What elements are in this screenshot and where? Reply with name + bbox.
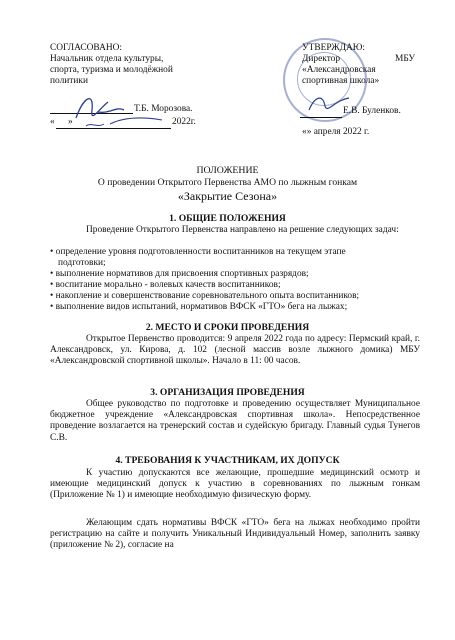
approval-left-year: 2022г. — [172, 117, 196, 127]
section-2-heading: 2. МЕСТО И СРОКИ ПРОВЕДЕНИЯ — [145, 322, 310, 333]
handwritten-signature — [305, 90, 355, 118]
section-4-heading: 4. ТРЕБОВАНИЯ К УЧАСТНИКАМ, ИХ ДОПУСК — [115, 455, 340, 466]
approval-right-line: спортивная школа» — [302, 76, 380, 86]
approval-right-date: «» апреля 2022 г. — [302, 127, 370, 137]
list-item: • выполнение видов испытаний, нормативов ВФСК «ГТО» бега на лыжах; — [50, 302, 348, 312]
date-close-quote: » — [68, 117, 73, 127]
section-1-intro: Проведение Открытого Первенства направлено на решение следующих задач: — [86, 225, 399, 235]
date-open-quote: « — [50, 117, 55, 127]
approval-right-line: Директор — [302, 54, 341, 64]
document-title: ПОЛОЖЕНИЕ — [196, 165, 259, 176]
list-item: • воспитание морально - волевых качеств воспитанников; — [50, 280, 281, 290]
approval-left-line: спорта, туризма и молодёжной — [50, 65, 173, 75]
approval-left-signer: Т.Б. Морозова. — [134, 104, 193, 114]
list-item: • определение уровня подготовленности воспитанников на текущем этапе — [50, 247, 346, 257]
document-subtitle: О проведении Открытого Первенства АМО по лыжным гонкам — [97, 177, 358, 188]
list-item: • выполнение нормативов для присвоения спортивных разрядов; — [50, 269, 309, 279]
section-1-heading: 1. ОБЩИЕ ПОЛОЖЕНИЯ — [169, 213, 286, 224]
approval-right-line: «Александровская — [302, 65, 376, 75]
section-2-text: Открытое Первенство проводится: 9 апреля 2022 года по адресу: Пермский край, г. Александровск, ул. Кирова, д. 102 (лесной массив возле лыжного домика) МБУ «Александровской спортивной школы». Начало в 11: 00 часов. — [50, 334, 420, 367]
section-4-text: К участию допускаются все желающие, прошедшие медицинский осмотр и имеющие медицинский допуск к участию в соревнованиях по лыжным гонкам (Приложение № 1) и имеющие необходимую физическую форму. — [50, 468, 420, 501]
approval-left-line: Начальник отдела культуры, — [50, 54, 164, 64]
list-item: подготовки; — [58, 258, 106, 268]
section-3-text: Общее руководство по подготовке и проведению осуществляет Муниципальное бюджетное учреждение «Александровская спортивная школа». Непосредственное проведение возлагается на тренерский состав и судейскую бригаду. Главный судья Тунегов С.В. — [50, 399, 420, 443]
approval-right-title: УТВЕРЖДАЮ: — [302, 43, 366, 53]
handwritten-signature — [70, 88, 170, 132]
approval-right-line: МБУ — [395, 54, 416, 64]
approval-left-title: СОГЛАСОВАНО: — [50, 43, 122, 53]
approval-right-signer: Е.В. Буленков. — [343, 106, 401, 116]
approval-left-line: политики — [50, 76, 88, 86]
event-name: «Закрытие Сезона» — [177, 189, 278, 203]
section-4-text: Желающим сдать нормативы ВФСК «ГТО» бега на лыжах необходимо пройти регистрацию на сайте и получить Уникальный Индивидуальный Номер, заполнить заявку (приложение № 2), согласие на — [50, 518, 420, 551]
section-3-heading: 3. ОРГАНИЗАЦИЯ ПРОВЕДЕНИЯ — [150, 387, 305, 398]
list-item: • накопление и совершенствование соревновательного опыта воспитанников; — [50, 291, 360, 301]
